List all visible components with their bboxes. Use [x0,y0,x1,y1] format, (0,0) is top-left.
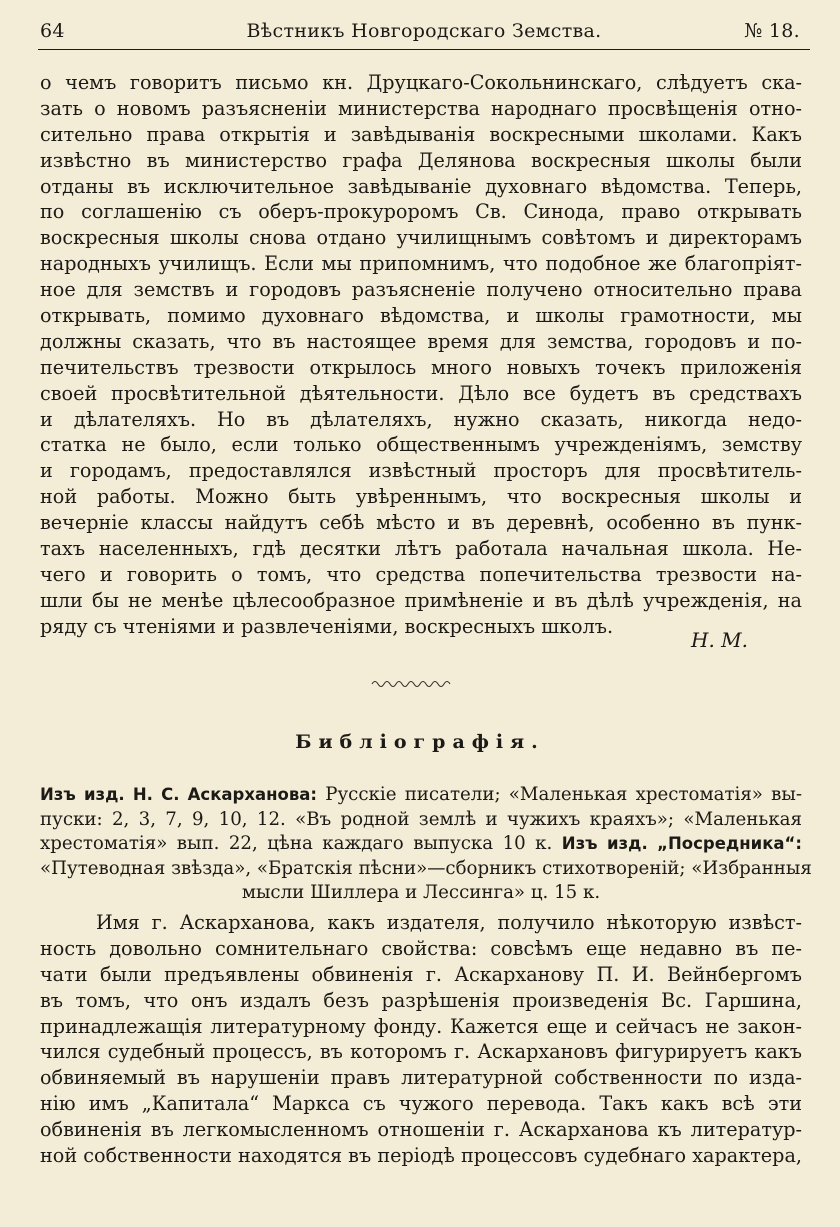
bibliography-entry [40,783,812,906]
text-line: ность довольно сомнительнаго свойства: совсѣмъ еще недавно въ пе- [40,936,802,960]
page-header [38,14,810,50]
text-line: обвиненія въ легкомысленномъ отношеніи г. Аскарханова къ литератур- [40,1118,802,1142]
text-line: обвиняемый въ нарушеніи правъ литературной собственности по изда- [40,1066,802,1090]
text-line: чился судебный процессъ, въ которомъ г. Аскархановъ фигурируетъ какъ [40,1040,802,1064]
text-line: Имя г. Аскарханова, какъ издателя, получило нѣкоторую извѣст- [96,911,802,934]
entry-line [40,832,802,857]
publisher-heading: Изъ изд. Н. С. Аскарханова: [40,785,318,804]
text-line: воскресныя школы снова отдано училищнымъ совѣтомъ и директорамъ [40,226,802,250]
text-line: народныхъ училищъ. Если мы припомнимъ, что подобное же благопріят- [40,252,802,276]
entry-text-fragment: хрестоматія» вып. 22, цѣна каждаго выпуска 10 к. [40,833,562,854]
text-line: зать о новомъ разъясненіи министерства народнаго просвѣщенія отно- [40,96,802,120]
text-line: печительствъ трезвости открылось много новыхъ точекъ приложенія [40,355,802,379]
text-line: въ томъ, что онъ издалъ безъ разрѣшенія произведенія Вс. Гаршина, [40,988,802,1012]
issue-number: № 18. [744,20,800,42]
entry-line: «Путеводная звѣзда», «Братскія пѣсни»—сборникъ стихотвореній; «Избранныя [40,857,812,879]
text-line: принадлежащія литературному фонду. Кажется еще и сейчасъ не закон- [40,1014,802,1038]
entry-line [40,783,802,808]
text-line: сительно права открытія и завѣдыванія воскресными школами. Какъ [40,122,802,146]
text-line: отданы въ исключительное завѣдываніе духовнаго вѣдомства. Теперь, [40,174,802,198]
text-line: открывать, помимо духовнаго вѣдомства, и школы грамотности, мы [40,304,802,328]
text-line: и городамъ, предоставлялся извѣстный просторъ для просвѣтитель- [40,459,802,483]
text-line: и дѣлателяхъ. Но въ дѣлателяхъ, нужно сказать, никогда недо- [40,407,802,431]
text-line: вечерніе классы найдутъ себѣ мѣсто и въ деревнѣ, особенно въ пунк- [40,511,802,535]
header-rule [38,49,810,50]
text-line: должны сказать, что въ настоящее время для земства, городовъ и по- [40,329,802,353]
author-signature: Н. М. [691,628,748,652]
text-line: о чемъ говоритъ письмо кн. Друцкаго-Сокольнинскаго, слѣдуетъ ска- [40,71,802,94]
entry-text-fragment: Русскіе писатели; «Маленькая хрестоматія» вы- [317,784,802,805]
page-number: 64 [40,20,65,42]
text-line: чати были предъявлены обвиненія г. Аскарханову П. И. Вейнбергомъ [40,962,802,986]
text-line: ной работы. Можно быть увѣреннымъ, что воскресныя школы и [40,485,802,509]
main-article-text [40,70,802,640]
text-line: ной собственности находятся въ періодѣ процессовъ судебнаго характера, [40,1144,802,1168]
review-text [40,910,802,1169]
text-line: тахъ населенныхъ, гдѣ десятки лѣтъ работала начальная школа. Не- [40,537,802,561]
section-title: Библіографія. [295,731,545,753]
text-line: по соглашенію съ оберъ-прокуроромъ Св. Синода, право открывать [40,200,802,224]
text-line: нію имъ „Капитала“ Маркса съ чужого перевода. Такъ какъ всѣ эти [40,1092,802,1116]
text-line: своей просвѣтительной дѣятельности. Дѣло все будетъ въ средствахъ [40,381,802,405]
text-line: статка не было, если только общественнымъ учрежденіямъ, земству [40,433,802,457]
journal-title: Вѣстникъ Новгородскаго Земства. [246,20,602,42]
publisher-heading: Изъ изд. „Посредника“: [561,834,802,853]
divider-ornament [370,676,452,690]
text-line: шли бы не менѣе цѣлесообразное примѣненіе и въ дѣлѣ учрежденія, на [40,588,802,612]
entry-line: пуски: 2, 3, 7, 9, 10, 12. «Въ родной землѣ и чужихъ краяхъ»; «Маленькая [40,808,802,830]
text-line: ряду съ чтеніями и развлеченіями, воскресныхъ школъ. [40,614,614,638]
text-line: извѣстно въ министерство графа Делянова воскресныя школы были [40,148,802,172]
text-line: ное для земствъ и городовъ разъясненіе получено относительно права [40,278,802,302]
entry-line: мысли Шиллера и Лессинга» ц. 15 к. [241,882,601,903]
text-line: чего и говорить о томъ, что средства попечительства трезвости на- [40,562,802,586]
